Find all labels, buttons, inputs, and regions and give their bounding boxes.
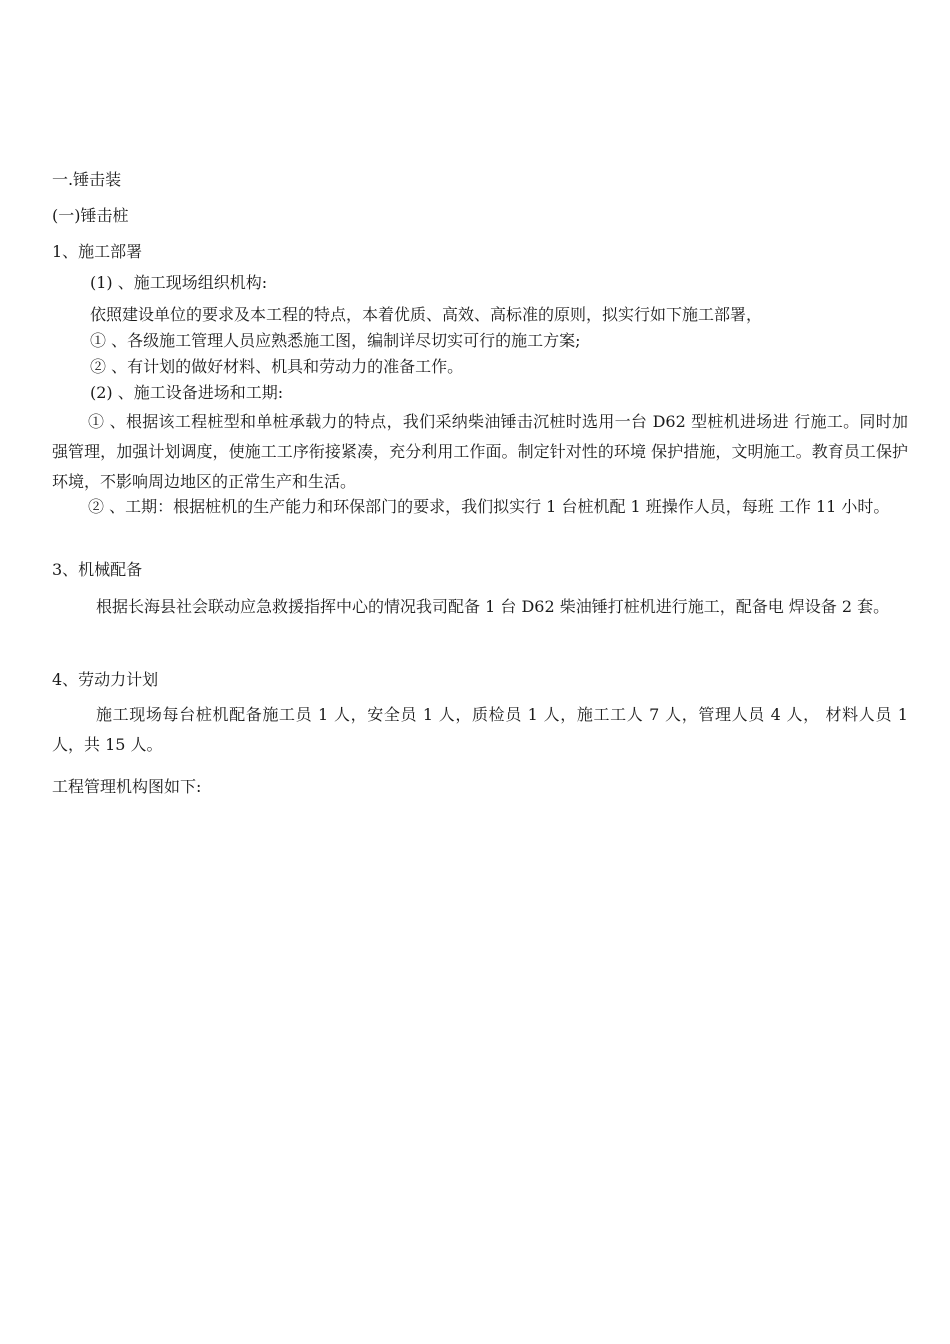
subsection-1-item-1: ① 、各级施工管理人员应熟悉施工图，编制详尽切实可行的施工方案;: [90, 331, 581, 350]
section-4-title: 4、劳动力计划: [52, 670, 159, 689]
section-1-title: 1、施工部署: [52, 242, 143, 261]
subsection-1-intro: 依照建设单位的要求及本工程的特点，本着优质、高效、高标准的原则，拟实行如下施工部署，: [90, 305, 763, 324]
subsection-1-item-2: ② 、有计划的做好材料、机具和劳动力的准备工作。: [90, 357, 464, 376]
subsection-2-title: (2) 、施工设备进场和工期:: [90, 383, 284, 402]
subsection-2-item-1: ① 、根据该工程桩型和单桩承载力的特点，我们采纳柴油锤击沉桩时选用一台 D62 型桩机进场进 行施工。同时加强管理，加强计划调度，使施工工序衔接紧凑，充分利用工作面。制定针对性的环境 保护措施，文明施工。教育员工保护环境，不影响周边地区的正常生产和生活。: [52, 412, 908, 491]
heading-level-2: (一)锤击桩: [52, 206, 129, 225]
section-4-body: 施工现场每台桩机配备施工员 1 人，安全员 1 人，质检员 1 人，施工工人 7 人，管理人员 4 人， 材料人员 1 人，共 15 人。: [52, 705, 908, 754]
subsection-2-item-2: ② 、工期：根据桩机的生产能力和环保部门的要求，我们拟实行 1 台桩机配 1 班操作人员，每班 工作 11 小时。: [88, 497, 890, 516]
subsection-1-title: (1) 、施工现场组织机构:: [90, 273, 268, 292]
org-chart-caption: 工程管理机构图如下:: [52, 777, 202, 796]
section-3-body: 根据长海县社会联动应急救援指挥中心的情况我司配备 1 台 D62 柴油锤打桩机进行施工，配备电 焊设备 2 套。: [96, 597, 890, 616]
heading-level-1: 一.锤击装: [52, 170, 122, 189]
section-3-title: 3、机械配备: [52, 560, 143, 579]
